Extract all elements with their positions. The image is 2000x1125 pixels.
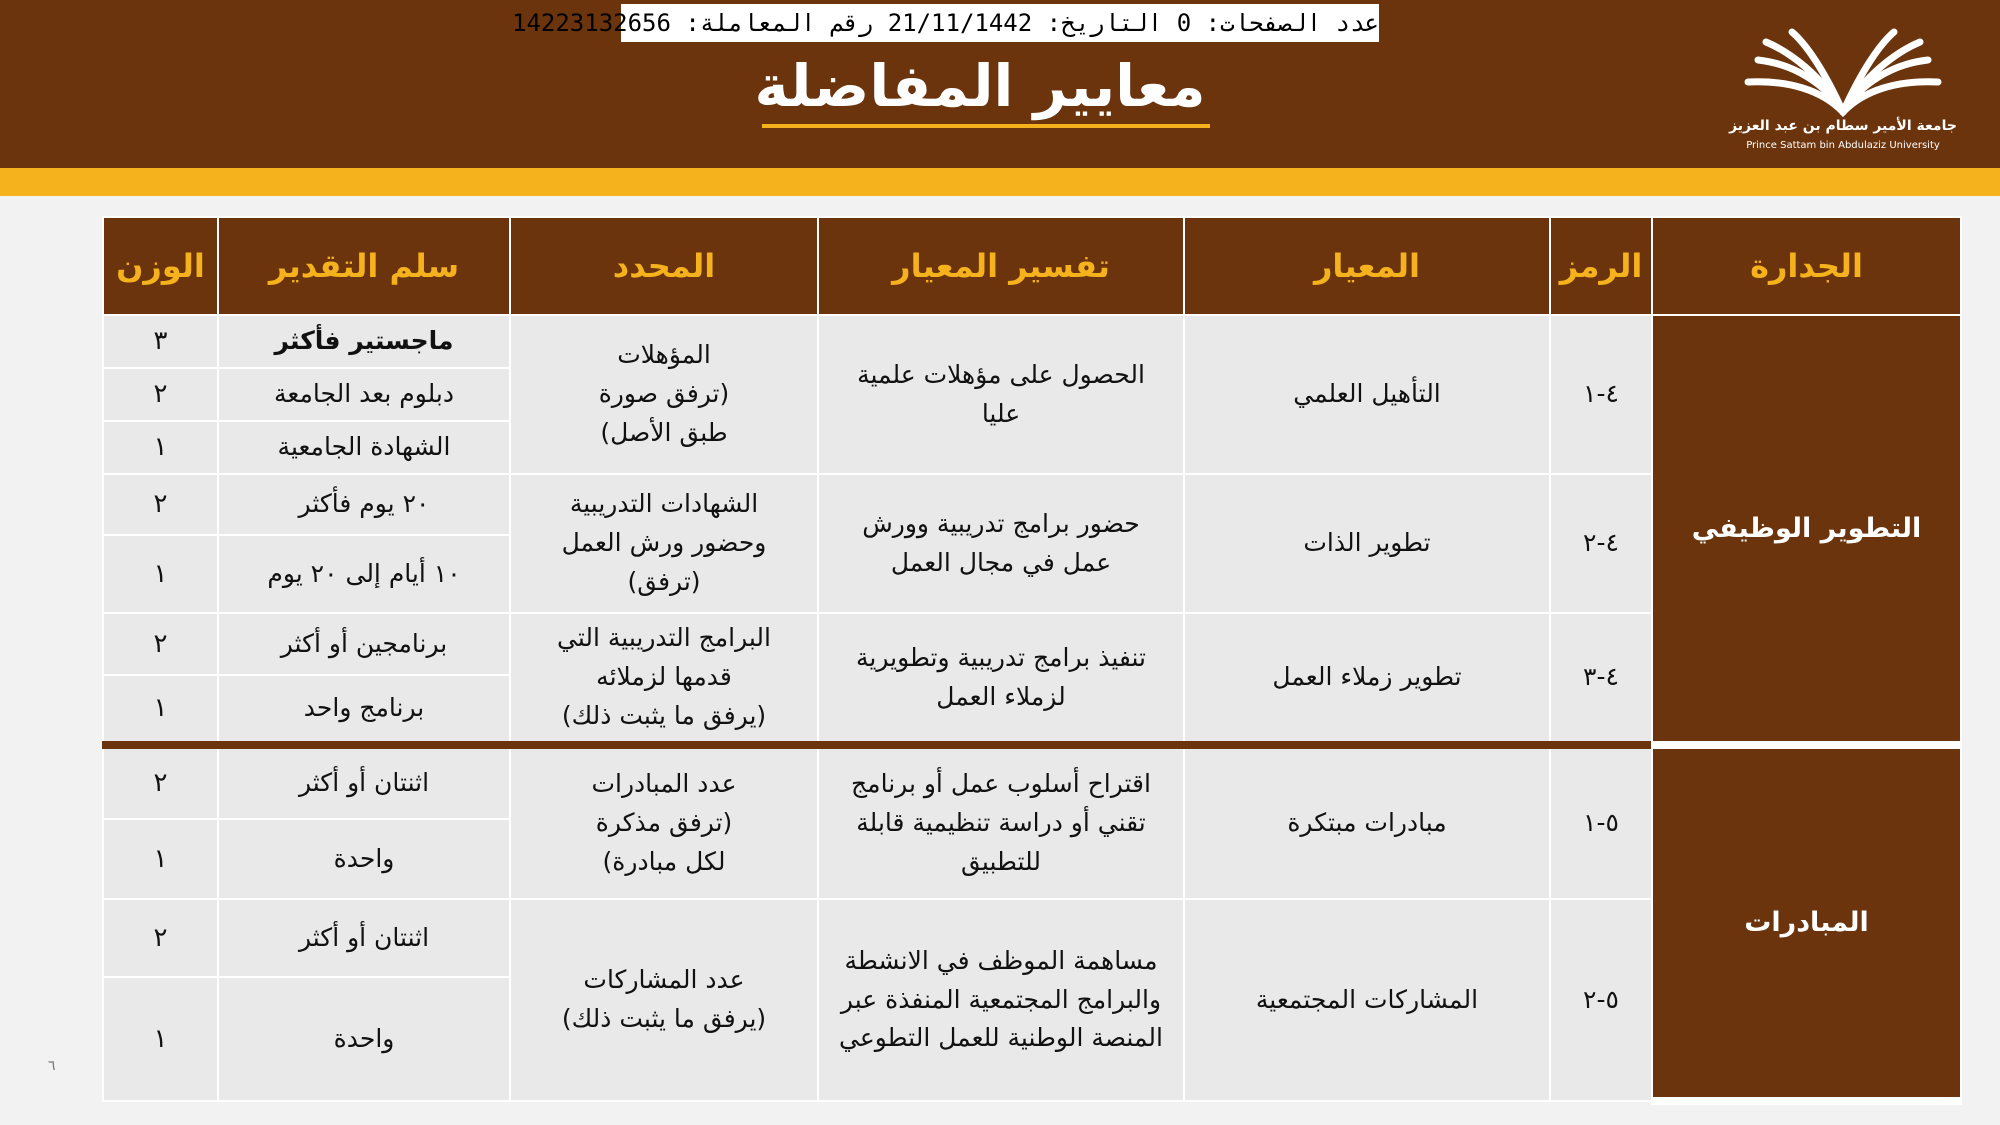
header-criterion: المعيار — [1184, 217, 1550, 315]
explanation-cell: حضور برامج تدريبية وورش عمل في مجال العمل — [818, 474, 1184, 613]
determinant-cell: البرامج التدريبية التي قدمها لزملائه (يرفق ما يثبت ذلك) — [510, 613, 818, 745]
header-competency: الجدارة — [1652, 217, 1961, 315]
logo-english-name: Prince Sattam bin Abdulaziz University — [1746, 140, 1940, 151]
determinant-cell: المؤهلات (ترفق صورة طبق الأصل) — [510, 315, 818, 474]
explanation-cell: الحصول على مؤهلات علمية عليا — [818, 315, 1184, 474]
explanation-cell: مساهمة الموظف في الانشطة والبرامج المجتمعية المنفذة عبر المنصة الوطنية للعمل التطوعي — [818, 899, 1184, 1101]
document-meta-bar: عدد الصفحات: 0 التاريخ: 21/11/1442 رقم المعاملة: 14223132656 — [621, 4, 1379, 42]
table-header-row — [103, 217, 1961, 315]
criterion-cell: تطوير زملاء العمل — [1184, 613, 1550, 745]
code-cell: ٤-٢ — [1550, 474, 1652, 613]
scale-cell: واحدة — [218, 977, 510, 1101]
weight-cell: ٢ — [103, 745, 218, 819]
header-determinant: المحدد — [510, 217, 818, 315]
scale-cell: الشهادة الجامعية — [218, 421, 510, 474]
weight-cell: ١ — [103, 421, 218, 474]
code-cell: ٥-١ — [1550, 745, 1652, 899]
scale-cell: واحدة — [218, 819, 510, 899]
competency-cell: المبادرات — [1652, 745, 1961, 1101]
competency-cell: التطوير الوظيفي — [1652, 315, 1961, 745]
weight-cell: ١ — [103, 819, 218, 899]
weight-cell: ٢ — [103, 474, 218, 535]
header-scale: سلم التقدير — [218, 217, 510, 315]
slide-title: معايير المفاضلة — [754, 52, 1206, 120]
university-logo — [1718, 26, 1968, 156]
weight-cell: ١ — [103, 977, 218, 1101]
criteria-table — [102, 216, 1962, 1105]
explanation-cell: اقتراح أسلوب عمل أو برنامج تقني أو دراسة تنظيمية قابلة للتطبيق — [818, 745, 1184, 899]
page-number: ٦ — [48, 1058, 56, 1074]
weight-cell: ١ — [103, 675, 218, 745]
scale-cell: ماجستير فأكثر — [218, 315, 510, 368]
scale-cell: ٢٠ يوم فأكثر — [218, 474, 510, 535]
scale-cell: اثنتان أو أكثر — [218, 745, 510, 819]
logo-arabic-name: جامعة الأمير سطام بن عبد العزيز — [1729, 118, 1957, 134]
scale-cell: ١٠ أيام إلى ٢٠ يوم — [218, 535, 510, 613]
determinant-cell: عدد المبادرات (ترفق مذكرة لكل مبادرة) — [510, 745, 818, 899]
title-underline — [762, 124, 1210, 128]
scale-cell: اثنتان أو أكثر — [218, 899, 510, 977]
weight-cell: ٢ — [103, 368, 218, 421]
determinant-cell: الشهادات التدريبية وحضور ورش العمل (ترفق) — [510, 474, 818, 613]
header-code: الرمز — [1550, 217, 1652, 315]
scale-cell: برنامجين أو أكثر — [218, 613, 510, 675]
code-cell: ٤-١ — [1550, 315, 1652, 474]
criterion-cell: تطوير الذات — [1184, 474, 1550, 613]
open-book-logo-icon — [1718, 26, 1968, 118]
weight-cell: ٢ — [103, 899, 218, 977]
weight-cell: ٣ — [103, 315, 218, 368]
criterion-cell: التأهيل العلمي — [1184, 315, 1550, 474]
scale-cell: دبلوم بعد الجامعة — [218, 368, 510, 421]
table-row — [103, 315, 1961, 368]
code-cell: ٤-٣ — [1550, 613, 1652, 745]
criterion-cell: مبادرات مبتكرة — [1184, 745, 1550, 899]
code-cell: ٥-٢ — [1550, 899, 1652, 1101]
scale-cell: برنامج واحد — [218, 675, 510, 745]
header-accent-band — [0, 168, 2000, 196]
header-explanation: تفسير المعيار — [818, 217, 1184, 315]
weight-cell: ٢ — [103, 613, 218, 675]
determinant-cell: عدد المشاركات (يرفق ما يثبت ذلك) — [510, 899, 818, 1101]
table-row — [103, 745, 1961, 819]
weight-cell: ١ — [103, 535, 218, 613]
criterion-cell: المشاركات المجتمعية — [1184, 899, 1550, 1101]
header-weight: الوزن — [103, 217, 218, 315]
explanation-cell: تنفيذ برامج تدريبية وتطويرية لزملاء العمل — [818, 613, 1184, 745]
